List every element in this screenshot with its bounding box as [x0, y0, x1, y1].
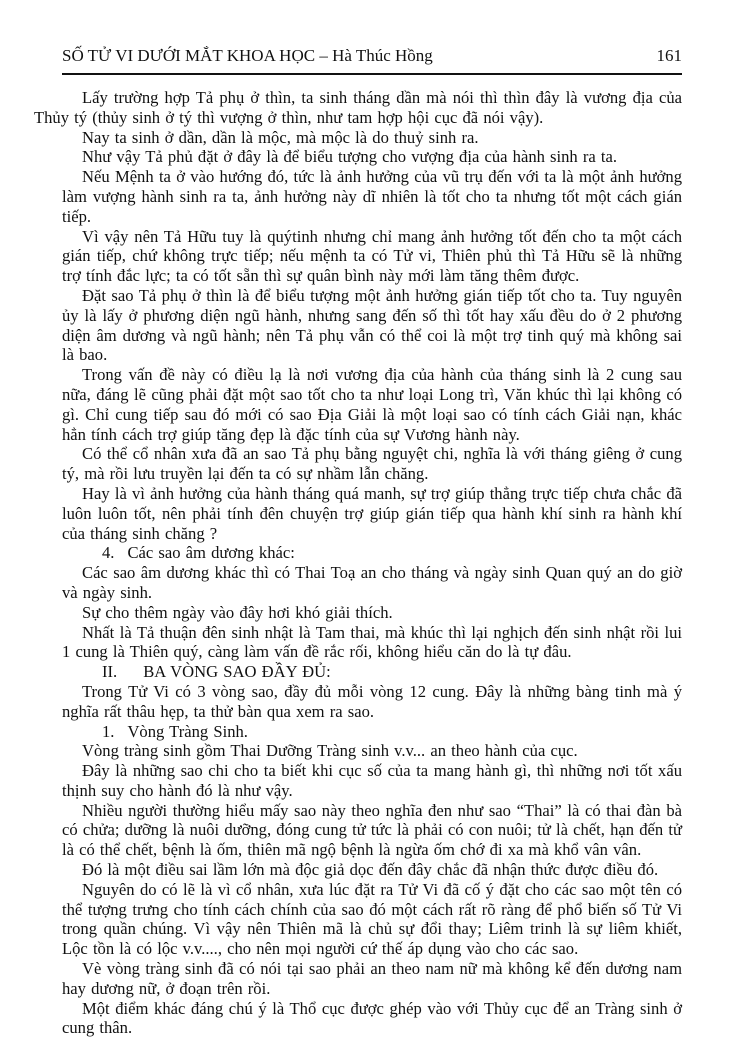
paragraph: Nay ta sinh ở dần, dần là mộc, mà mộc là do thuỷ sinh ra.: [82, 127, 479, 147]
heading-label: Các sao âm dương khác:: [127, 543, 295, 563]
paragraph: Nếu Mệnh ta ở vào hướng đó, tức là ảnh hưởng của vũ trụ đến với ta là một ảnh hưởng làm vượng hành sinh ra ta, ảnh hưởng này dĩ nhiên là tốt cho ta nhưng tốt một cách gián tiếp.: [62, 167, 682, 226]
subheading-vong-trang-sinh: [62, 722, 682, 742]
paragraph: Vè vòng tràng sinh đã có nói tại sao phải an theo nam nữ mà không kể đến dương nam hay dương nữ, ở đoạn trên rồi.: [62, 959, 682, 998]
paragraph: Lấy trường hợp Tả phụ ở thìn, ta sinh tháng dần mà nói thì thìn đây là vương địa của Thủy tý (thủy sinh ở tý thì vượng ở thìn, như tam hợp hội cục đã nói vậy).: [34, 88, 682, 127]
paragraph: Trong Tử Vi có 3 vòng sao, đầy đủ mỗi vòng 12 cung. Đây là những bàng tinh mà ý nghĩa rất thâu hẹp, ta thử bàn qua xem ra sao.: [62, 681, 682, 721]
heading-label: Vòng Tràng Sinh.: [127, 721, 248, 741]
heading-number: 4.: [102, 543, 115, 563]
paragraph: Đây là những sao chi cho ta biết khi cục số của ta mang hành gì, thì những nơi tốt xấu thịnh suy cho hành đó là như vậy.: [62, 761, 682, 800]
paragraph: Nhất là Tả thuận đên sinh nhật là Tam thai, mà khúc thì lại nghịch đến sinh nhật rồi lui 1 cung là Thiên quý, càng làm vấn đề rắc rối, không hiểu căn do là tự đâu.: [62, 622, 682, 662]
paragraph: Đó là một điều sai lầm lớn mà độc giả dọc đến đây chắc đã nhận thức được điều đó.: [82, 860, 659, 880]
heading-number: 1.: [102, 721, 115, 741]
heading-label: BA VÒNG SAO ĐẦY ĐỦ:: [143, 662, 331, 682]
paragraph: Một điểm khác đáng chú ý là Thổ cục được ghép vào với Thủy cục để an Tràng sinh ở cung thân.: [62, 998, 682, 1038]
page-number: 161: [656, 46, 682, 65]
book-title: SỐ TỬ VI DƯỚI MẮT KHOA HỌC – Hà Thúc Hồng: [62, 46, 433, 65]
book-page: [34, 46, 682, 1038]
paragraph: Có thể cổ nhân xưa đã an sao Tả phụ bằng nguyệt chi, nghĩa là với tháng giêng ở cung tý, mà rồi lưu truyền lại đến ta có sự nhầm lẫn chăng.: [62, 444, 682, 484]
paragraph: Như vậy Tả phủ đặt ở đây là để biểu tượng cho vượng địa của hành sinh ra ta.: [82, 147, 618, 167]
paragraph: Trong vấn đề này có điều lạ là nơi vương địa của hành của tháng sinh là 2 cung sau nữa, đáng lẽ cũng phải đặt một sao tốt cho ta như loại Long trì, Văn khúc thì lại không có gì. Chỉ cung tiếp sau đó mới có sao Địa Giải là một loại sao có tính cách Giải nạn, khác hẳn tính cách trợ giúp tăng đẹp là đặc tính của sự Vương hành này.: [62, 365, 682, 444]
paragraph: Nguyên do có lẽ là vì cổ nhân, xưa lúc đặt ra Tử Vi đã cố ý đặt cho các sao một tên có thể tượng trưng cho tính cách chính của sao đó một cách rất rõ ràng để phổ biến số Tử Vi trong quần chúng. Vì vậy nên Thiên mã là chủ sự đổi thay; Liêm trinh là sự liêm khiết, Lộc tồn là có lộc v.v...., cho nên mọi người cứ thế áp dụng vào cho các sao.: [62, 879, 682, 959]
paragraph: Nhiều người thường hiểu mấy sao này theo nghĩa đen như sao “Thai” là có thai đàn bà có chửa; dưỡng là nuôi dưỡng, đóng cung tử tức là phải có con nuôi; tử là chết, hạn đến tử là có thể chết, bệnh là ốm, thiên mã ngộ bệnh là ngừa ốm chớ đi xa mà khổ vân vân.: [62, 800, 682, 860]
paragraph: Vòng tràng sinh gồm Thai Dưỡng Tràng sinh v.v... an theo hành của cục.: [82, 741, 578, 761]
subheading-cac-sao-am-duong-khac: [62, 543, 682, 563]
paragraph: Đặt sao Tả phụ ở thìn là để biểu tượng một ảnh hưởng gián tiếp tốt cho ta. Tuy nguyên ủy là lấy ở phương diện ngũ hành, nhưng sang đến số thì tốt hay xấu đều do ở 2 phương diện âm dương và ngũ hành; nên Tả phụ vẫn có thể coi là một trợ tinh quý mà không sai là bao.: [62, 285, 682, 365]
paragraph: Sự cho thêm ngày vào đây hơi khó giải thích.: [82, 602, 393, 622]
header-rule: [62, 73, 682, 75]
paragraph: Vì vậy nên Tả Hữu tuy là quýtinh nhưng chỉ mang ảnh hưởng tốt đến cho ta một cách gián tiếp, chứ không trực tiếp; nếu mệnh ta có Tử vi, Thiên phủ thì Tả Hữu sẽ là những trợ tính đắc lực; ta có tốt sẵn thì sự quân bình này mới làm tăng thêm được.: [62, 226, 682, 286]
page-text: [34, 88, 682, 1038]
running-header: [62, 46, 682, 66]
heading-number: II.: [102, 662, 118, 682]
section-heading-ba-vong-sao-day-du: [62, 662, 682, 682]
paragraph: Các sao âm dương khác thì có Thai Toạ an cho tháng và ngày sinh Quan quý an do giờ và ngày sinh.: [62, 563, 682, 602]
paragraph: Hay là vì ảnh hưởng của hành tháng quá manh, sự trợ giúp thẳng trực tiếp chưa chắc đã luôn luôn tốt, nên phải tính đên chuyện trợ giúp gián tiếp qua hành khí sinh ra hành khí của tháng sinh chăng ?: [62, 483, 682, 543]
